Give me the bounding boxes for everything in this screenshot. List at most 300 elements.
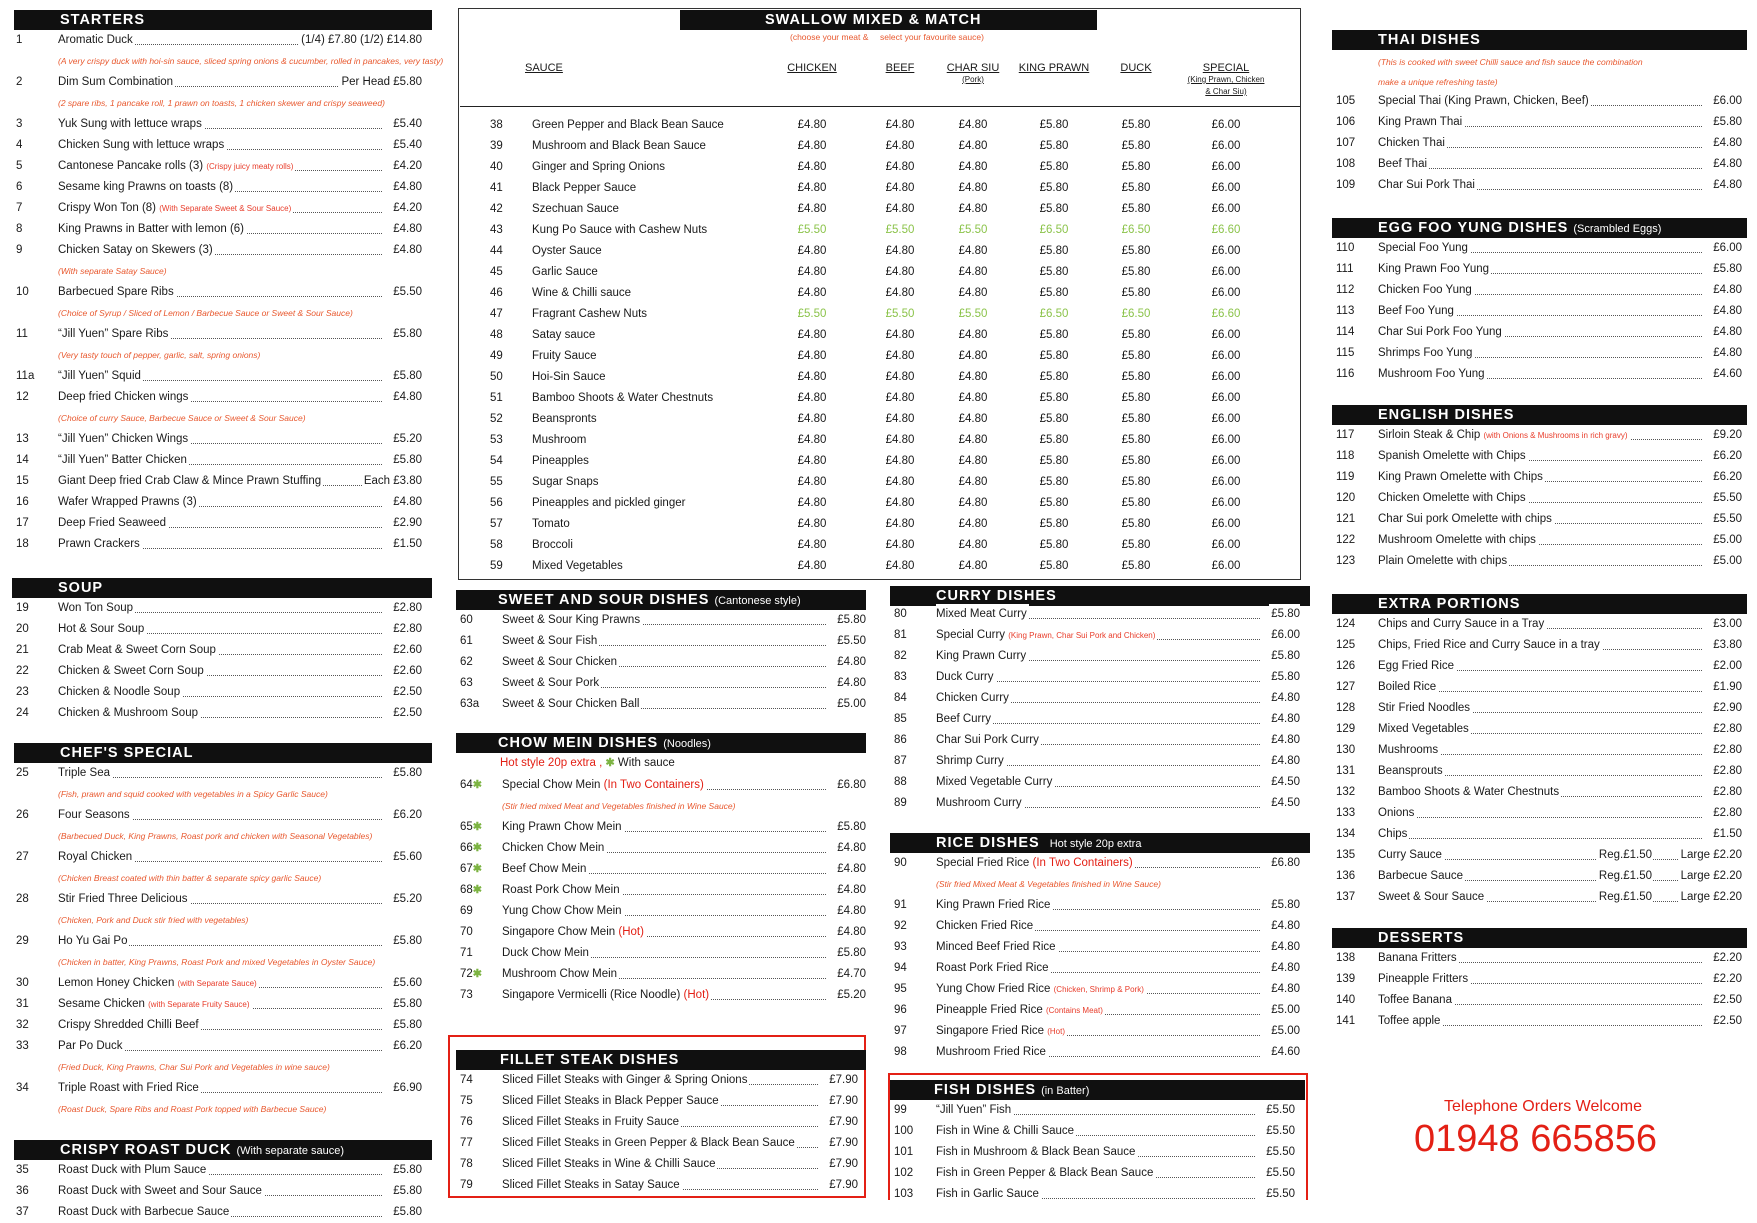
item-name: Giant Deep fried Crab Claw & Mince Prawn Stuffing xyxy=(58,471,323,492)
item-name: Sliced Fillet Steaks in Green Pepper & Black Bean Sauce xyxy=(502,1133,797,1154)
item-regular-price: Reg.£1.50 xyxy=(1597,887,1652,908)
item-number: 103 xyxy=(894,1188,914,1200)
item-name: Chips, Fried Rice and Curry Sauce in a tray xyxy=(1378,635,1602,656)
item-number: 125 xyxy=(1336,639,1356,651)
item-price: £7.90 xyxy=(827,1175,858,1196)
sauce-name: Pineapples xyxy=(532,455,589,467)
item-number: 83 xyxy=(894,671,907,683)
swallow-price: £6.00 xyxy=(1211,560,1241,572)
menu-item xyxy=(12,177,422,198)
item-name: Barbecue Sauce xyxy=(1378,866,1465,887)
desserts-list xyxy=(1332,948,1742,1032)
item-price: £1.50 xyxy=(391,534,422,555)
menu-item xyxy=(1332,948,1742,969)
menu-item xyxy=(890,793,1300,814)
menu-item xyxy=(1332,322,1742,343)
menu-item xyxy=(890,916,1300,937)
item-name: Chips xyxy=(1378,824,1409,845)
item-number: 38 xyxy=(490,119,503,131)
item-number: 129 xyxy=(1336,723,1356,735)
item-number: 50 xyxy=(490,371,503,383)
item-number: 30 xyxy=(16,977,29,989)
item-name: Roast Pork Chow Mein xyxy=(502,880,622,901)
menu-item xyxy=(456,631,866,652)
swallow-price: £4.80 xyxy=(958,245,988,257)
item-name: King Prawn Curry xyxy=(936,646,1028,667)
swallow-price: £6.00 xyxy=(1211,203,1241,215)
menu-item xyxy=(456,1133,858,1154)
item-number: 53 xyxy=(490,434,503,446)
telephone-number[interactable]: 01948 665856 xyxy=(1414,1118,1658,1160)
swallow-price: £5.80 xyxy=(1121,413,1151,425)
item-note: (With separate Satay Sauce) xyxy=(58,266,167,276)
swallow-col-header: BEEF xyxy=(885,62,915,74)
item-number: 27 xyxy=(16,851,29,863)
item-name: Mushroom Curry xyxy=(936,793,1024,814)
item-number: 42 xyxy=(490,203,503,215)
menu-item xyxy=(12,973,422,994)
swallow-price: £5.80 xyxy=(1039,371,1069,383)
item-name: Mushrooms xyxy=(1378,740,1440,761)
swallow-price: £6.50 xyxy=(1121,224,1151,236)
section-header-fish: FISH DISHES (in Batter) xyxy=(890,1080,1305,1100)
item-number: 14 xyxy=(16,454,29,466)
item-price: £7.90 xyxy=(827,1070,858,1091)
item-number: 21 xyxy=(16,644,29,656)
menu-item xyxy=(12,72,422,93)
item-number: 100 xyxy=(894,1125,914,1137)
item-price: £5.50 xyxy=(835,631,866,652)
item-price: £7.90 xyxy=(827,1091,858,1112)
item-name: Lemon Honey Chicken (with Separate Sauce) xyxy=(58,973,259,994)
item-number: 113 xyxy=(1336,305,1355,317)
item-name: Chicken & Mushroom Soup xyxy=(58,703,200,724)
swallow-col-header: CHAR SIU (Pork) xyxy=(933,62,1013,86)
menu-item xyxy=(12,1181,422,1202)
item-price: £2.90 xyxy=(391,513,422,534)
swallow-price: £6.00 xyxy=(1211,392,1241,404)
thai-note-2: make a unique refreshing taste) xyxy=(1378,77,1498,87)
menu-item xyxy=(890,646,1300,667)
item-price: £5.80 xyxy=(391,931,422,952)
swallow-price: £4.80 xyxy=(885,392,915,404)
sauce-name: Beanspronts xyxy=(532,413,597,425)
item-price: £4.80 xyxy=(835,673,866,694)
item-number: 24 xyxy=(16,707,29,719)
swallow-price: £4.80 xyxy=(958,161,988,173)
menu-item xyxy=(1332,446,1742,467)
item-price: £4.70 xyxy=(835,964,866,985)
item-number: 87 xyxy=(894,755,907,767)
sauce-name: Black Pepper Sauce xyxy=(532,182,637,194)
item-price: £4.80 xyxy=(1269,958,1300,979)
star-icon: ✱ xyxy=(472,779,483,791)
menu-item xyxy=(1332,677,1742,698)
starters-list xyxy=(12,30,444,555)
menu-item xyxy=(12,805,422,826)
item-number: 52 xyxy=(490,413,503,425)
menu-item xyxy=(12,534,422,555)
item-note: (Stir fried Mixed Meat & Vegetables finished in Wine Sauce) xyxy=(936,879,1161,889)
item-price: £5.50 xyxy=(1264,1142,1295,1163)
swallow-price: £6.00 xyxy=(1211,245,1241,257)
item-price: £2.50 xyxy=(391,682,422,703)
menu-item xyxy=(890,667,1300,688)
sauce-name: Mushroom xyxy=(532,434,587,446)
item-price: £6.20 xyxy=(391,805,422,826)
swallow-col-sub: (Pork) xyxy=(962,75,984,84)
menu-item xyxy=(12,889,422,910)
item-price: £1.50 xyxy=(1711,824,1742,845)
item-number: 64✱ xyxy=(460,779,483,791)
menu-item xyxy=(890,625,1300,646)
item-price: £4.80 xyxy=(391,387,422,408)
item-name: Mushroom Fried Rice xyxy=(936,1042,1048,1063)
item-name: Fish in Garlic Sauce xyxy=(936,1184,1041,1205)
item-name: “Jill Yuen” Batter Chicken xyxy=(58,450,189,471)
menu-item xyxy=(1332,425,1742,446)
swallow-price: £4.80 xyxy=(797,371,827,383)
item-name: Singapore Chow Mein (Hot) xyxy=(502,922,646,943)
item-name: Mixed Vegetables xyxy=(1378,719,1471,740)
item-name: Beef Curry xyxy=(936,709,993,730)
item-price: £5.80 xyxy=(391,324,422,345)
item-extra: (Crispy juicy meaty rolls) xyxy=(206,162,294,171)
item-number: 96 xyxy=(894,1004,907,1016)
menu-item xyxy=(12,1078,422,1099)
item-number: 49 xyxy=(490,350,503,362)
item-number: 84 xyxy=(894,692,907,704)
curry-list xyxy=(890,604,1300,814)
swallow-price: £4.80 xyxy=(885,182,915,194)
sauce-name: Hoi-Sin Sauce xyxy=(532,371,606,383)
menu-item xyxy=(1332,845,1742,866)
item-name: Aromatic Duck xyxy=(58,30,135,51)
swallow-price: £5.80 xyxy=(1121,518,1151,530)
item-number: 63a xyxy=(460,698,480,710)
swallow-price: £5.80 xyxy=(1121,434,1151,446)
item-name: Char Sui Pork Curry xyxy=(936,730,1041,751)
star-icon: ✱ xyxy=(472,968,483,980)
item-price: £5.00 xyxy=(1711,530,1742,551)
menu-item xyxy=(12,219,422,240)
menu-item xyxy=(1332,969,1742,990)
section-header-extra: EXTRA PORTIONS xyxy=(1332,594,1747,614)
item-number: 26 xyxy=(16,809,29,821)
item-number: 106 xyxy=(1336,116,1356,128)
item-price: £9.20 xyxy=(1711,425,1742,446)
item-note: (Barbecued Duck, King Prawns, Roast pork and chicken with Seasonal Vegetables) xyxy=(58,831,373,841)
menu-item xyxy=(890,709,1300,730)
item-name: Mixed Vegetable Curry xyxy=(936,772,1054,793)
menu-item xyxy=(456,901,866,922)
item-note: (Chicken in batter, King Prawns, Roast Pork and mixed Vegetables in Oyster Sauce) xyxy=(58,957,376,967)
swallow-price: £4.80 xyxy=(797,392,827,404)
item-number: 44 xyxy=(490,245,503,257)
item-name: Chips and Curry Sauce in a Tray xyxy=(1378,614,1546,635)
swallow-col-header: SPECIAL (King Prawn, Chicken & Char Siu) xyxy=(1187,62,1265,96)
item-name: Duck Chow Mein xyxy=(502,943,591,964)
swallow-price: £4.80 xyxy=(885,476,915,488)
item-price: £4.20 xyxy=(391,198,422,219)
sauce-name: Satay sauce xyxy=(532,329,596,341)
item-number: 23 xyxy=(16,686,29,698)
item-price: £2.80 xyxy=(1711,782,1742,803)
menu-item xyxy=(890,979,1300,1000)
item-number: 97 xyxy=(894,1025,907,1037)
item-name: Duck Curry xyxy=(936,667,996,688)
item-price: £2.80 xyxy=(1711,803,1742,824)
swallow-price: £5.80 xyxy=(1121,350,1151,362)
item-name: Special Thai (King Prawn, Chicken, Beef) xyxy=(1378,91,1591,112)
sweetsour-list xyxy=(456,610,866,715)
menu-item xyxy=(456,673,866,694)
thai-note-1: (This is cooked with sweet Chilli sauce and fish sauce the combination xyxy=(1378,57,1643,67)
swallow-price: £5.50 xyxy=(885,308,915,320)
swallow-col-header: DUCK xyxy=(1120,62,1152,74)
item-hot-note: (Hot) xyxy=(683,989,710,1001)
swallow-price: £4.80 xyxy=(958,476,988,488)
menu-item xyxy=(456,1175,858,1196)
menu-item xyxy=(12,513,422,534)
menu-item xyxy=(12,598,422,619)
item-number: 138 xyxy=(1336,952,1356,964)
menu-item xyxy=(456,610,866,631)
menu-item xyxy=(456,694,866,715)
section-header-desserts: DESSERTS xyxy=(1332,928,1747,948)
swallow-col-header: KING PRAWN xyxy=(1018,62,1090,74)
swallow-price: £4.80 xyxy=(885,266,915,278)
swallow-price: £5.80 xyxy=(1121,266,1151,278)
sauce-name: Mixed Vegetables xyxy=(532,560,623,572)
item-price: £5.80 xyxy=(835,610,866,631)
swallow-price: £4.80 xyxy=(885,245,915,257)
item-number: 47 xyxy=(490,308,503,320)
swallow-price: £4.80 xyxy=(797,245,827,257)
item-number: 137 xyxy=(1336,891,1356,903)
swallow-price: £6.00 xyxy=(1211,539,1241,551)
item-price: £5.80 xyxy=(391,366,422,387)
menu-item xyxy=(1332,280,1742,301)
swallow-price: £4.80 xyxy=(958,350,988,362)
item-hot-note: (In Two Containers) xyxy=(1032,857,1133,869)
menu-item xyxy=(1332,133,1742,154)
item-name: Chicken Foo Yung xyxy=(1378,280,1474,301)
swallow-price: £5.80 xyxy=(1039,434,1069,446)
menu-item xyxy=(1332,488,1742,509)
swallow-price: £4.80 xyxy=(797,140,827,152)
item-number: 93 xyxy=(894,941,907,953)
item-price: £4.80 xyxy=(391,492,422,513)
item-number: 130 xyxy=(1336,744,1356,756)
menu-item xyxy=(456,652,866,673)
column-1 xyxy=(12,0,444,1218)
swallow-price: £6.50 xyxy=(1121,308,1151,320)
menu-item xyxy=(1332,719,1742,740)
item-price: £4.80 xyxy=(1269,937,1300,958)
item-number: 31 xyxy=(16,998,29,1010)
item-number: 71 xyxy=(460,947,473,959)
swallow-price: £4.80 xyxy=(958,203,988,215)
menu-item xyxy=(1332,614,1742,635)
menu-item xyxy=(12,1202,422,1223)
menu-item xyxy=(456,1091,858,1112)
swallow-price: £4.80 xyxy=(958,539,988,551)
swallow-price: £6.00 xyxy=(1211,455,1241,467)
item-name: Prawn Crackers xyxy=(58,534,142,555)
swallow-price: £4.80 xyxy=(958,560,988,572)
item-price: £4.60 xyxy=(1711,364,1742,385)
item-price: £2.20 xyxy=(1711,948,1742,969)
sauce-name: Fragrant Cashew Nuts xyxy=(532,308,648,320)
item-number: 15 xyxy=(16,475,29,487)
swallow-price: £6.00 xyxy=(1211,329,1241,341)
item-number: 78 xyxy=(460,1158,473,1170)
item-number: 75 xyxy=(460,1095,473,1107)
menu-item xyxy=(456,1154,858,1175)
item-extra: (Contains Meat) xyxy=(1045,1006,1103,1015)
item-number: 72✱ xyxy=(460,968,483,980)
item-price: £5.50 xyxy=(1264,1184,1295,1205)
item-number: 63 xyxy=(460,677,473,689)
item-note: (Choice of Syrup / Sliced of Lemon / Barbecue Sauce or Sweet & Sour Sauce) xyxy=(58,308,353,318)
item-price: £5.50 xyxy=(1264,1163,1295,1184)
swallow-price: £6.00 xyxy=(1211,518,1241,530)
item-name: Chicken Chow Mein xyxy=(502,838,606,859)
swallow-price: £5.80 xyxy=(1039,203,1069,215)
item-price: (1/4) £7.80 (1/2) £14.80 xyxy=(299,30,422,51)
swallow-price: £5.80 xyxy=(1121,539,1151,551)
menu-item xyxy=(12,703,422,724)
item-number: 123 xyxy=(1336,555,1356,567)
chowmein-hot-style: Hot style 20p extra , ✱ With sauce xyxy=(500,757,675,769)
item-number: 68✱ xyxy=(460,884,483,896)
menu-item xyxy=(12,640,422,661)
swallow-price: £5.80 xyxy=(1121,245,1151,257)
item-number: 105 xyxy=(1336,95,1356,107)
swallow-price: £4.80 xyxy=(797,119,827,131)
section-header-chowmein: CHOW MEIN DISHES (Noodles) xyxy=(456,733,866,753)
eggfoo-list xyxy=(1332,238,1742,385)
swallow-price: £4.80 xyxy=(958,413,988,425)
item-number: 8 xyxy=(16,223,23,235)
chowmein-list xyxy=(456,775,866,1006)
swallow-price: £4.80 xyxy=(797,518,827,530)
item-name: Bamboo Shoots & Water Chestnuts xyxy=(1378,782,1561,803)
item-price: £5.80 xyxy=(1269,646,1300,667)
menu-item xyxy=(456,817,866,838)
item-name: Spanish Omelette with Chips xyxy=(1378,446,1528,467)
item-name: Chicken Thai xyxy=(1378,133,1447,154)
menu-item xyxy=(1332,782,1742,803)
item-name: Stir Fried Three Delicious xyxy=(58,889,190,910)
item-name: Yung Chow Fried Rice (Chicken, Shrimp & Pork) xyxy=(936,979,1146,1000)
menu-item xyxy=(456,859,866,880)
item-price: £6.00 xyxy=(1269,625,1300,646)
item-price: Per Head £5.80 xyxy=(339,72,422,93)
item-number: 57 xyxy=(490,518,503,530)
item-number: 1 xyxy=(16,34,23,46)
item-number: 90 xyxy=(894,857,907,869)
item-name: Hot & Sour Soup xyxy=(58,619,146,640)
item-price: £5.00 xyxy=(1269,1021,1300,1042)
item-name: Special Foo Yung xyxy=(1378,238,1470,259)
item-number: 4 xyxy=(16,139,23,151)
item-number: 74 xyxy=(460,1074,473,1086)
item-name: Sliced Fillet Steaks in Wine & Chilli Sauce xyxy=(502,1154,717,1175)
item-regular-price: Reg.£1.50 xyxy=(1597,845,1652,866)
menu-item xyxy=(890,1042,1300,1063)
star-icon: ✱ xyxy=(472,821,483,833)
item-name: Sliced Fillet Steaks in Satay Sauce xyxy=(502,1175,682,1196)
menu-item xyxy=(12,619,422,640)
item-price: £5.20 xyxy=(835,985,866,1006)
item-extra: (with Separate Sauce) xyxy=(177,979,257,988)
swallow-price: £6.00 xyxy=(1211,266,1241,278)
item-number: 33 xyxy=(16,1040,29,1052)
sauce-name: Oyster Sauce xyxy=(532,245,602,257)
section-header-roastduck: CRISPY ROAST DUCK (With separate sauce) xyxy=(14,1140,432,1160)
column-4 xyxy=(1332,0,1747,1200)
section-header-swallow: SWALLOW MIXED & MATCH xyxy=(680,10,1097,30)
item-name: Toffee apple xyxy=(1378,1011,1442,1032)
item-extra: (with Onions & Mushrooms in rich gravy) xyxy=(1483,431,1628,440)
item-name: Wafer Wrapped Prawns (3) xyxy=(58,492,199,513)
item-extra: (Hot) xyxy=(1047,1027,1066,1036)
item-price: £2.80 xyxy=(1711,740,1742,761)
item-price: £5.80 xyxy=(1269,667,1300,688)
item-price: £5.50 xyxy=(1711,509,1742,530)
item-name: Egg Fried Rice xyxy=(1378,656,1456,677)
menu-item xyxy=(12,994,422,1015)
item-name: Triple Roast with Fried Rice xyxy=(58,1078,201,1099)
item-number: 12 xyxy=(16,391,29,403)
menu-item xyxy=(890,1100,1295,1121)
item-price: £2.50 xyxy=(1711,990,1742,1011)
swallow-price: £5.80 xyxy=(1121,161,1151,173)
menu-item xyxy=(12,156,422,177)
chefs-list xyxy=(12,763,422,1120)
swallow-price: £5.80 xyxy=(1121,560,1151,572)
item-number: 34 xyxy=(16,1082,29,1094)
fish-list xyxy=(890,1100,1295,1205)
item-number: 134 xyxy=(1336,828,1356,840)
swallow-price: £4.80 xyxy=(958,266,988,278)
swallow-price: £5.80 xyxy=(1121,140,1151,152)
menu-item xyxy=(1332,824,1742,845)
item-price: £5.40 xyxy=(391,135,422,156)
section-header-eggfoo: EGG FOO YUNG DISHES (Scrambled Eggs) xyxy=(1332,218,1747,238)
item-price: £5.80 xyxy=(391,1015,422,1036)
item-number: 22 xyxy=(16,665,29,677)
menu-item xyxy=(1332,467,1742,488)
item-number: 92 xyxy=(894,920,907,932)
item-price: £1.90 xyxy=(1711,677,1742,698)
item-price: £4.80 xyxy=(1711,322,1742,343)
menu-item xyxy=(456,922,866,943)
item-name: Mushroom Foo Yung xyxy=(1378,364,1487,385)
swallow-price: £4.80 xyxy=(885,119,915,131)
item-name: Crispy Won Ton (8) (With Separate Sweet & Sour Sauce) xyxy=(58,198,293,219)
item-note: (Stir fried mixed Meat and Vegetables finished in Wine Sauce) xyxy=(502,801,736,811)
sauce-name: Tomato xyxy=(532,518,570,530)
item-number: 43 xyxy=(490,224,503,236)
item-number: 11a xyxy=(16,370,35,382)
item-name: Mushroom Chow Mein xyxy=(502,964,619,985)
swallow-price: £5.50 xyxy=(797,224,827,236)
menu-item xyxy=(890,853,1300,874)
menu-item xyxy=(890,772,1300,793)
